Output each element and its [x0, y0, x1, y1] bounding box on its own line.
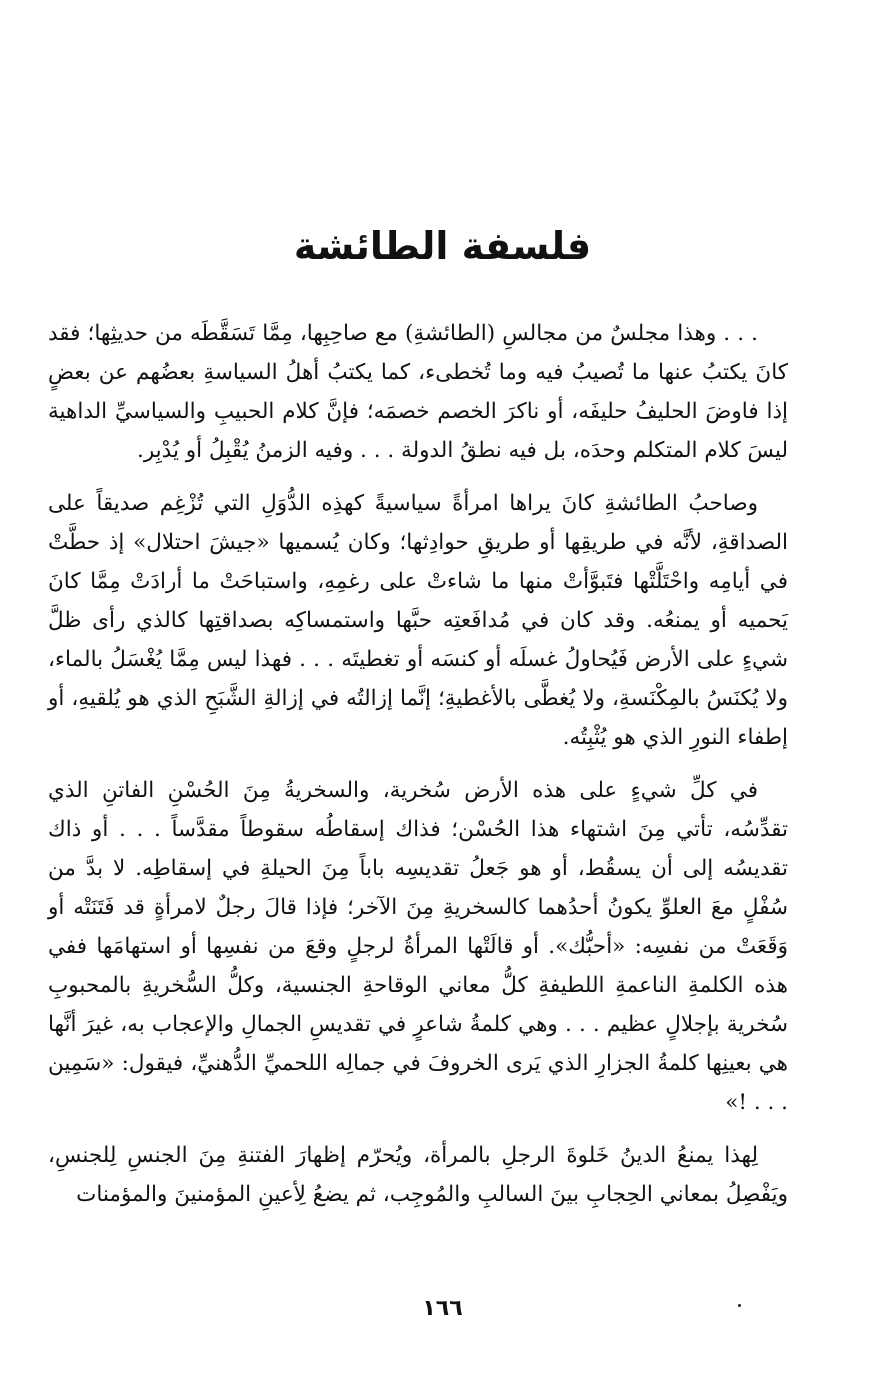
paragraph: لِهذا يمنعُ الدينُ خَلوةَ الرجلِ بالمرأة، ويُحرّم إظهارَ الفتنةِ مِنَ الجنسِ لِلجنسِ، ويَفْصِلُ بمعاني الحِجابِ بينَ السالبِ والمُوجِب، ثم يضعُ لِأعينِ المؤمنينَ والمؤمنات	[48, 1143, 788, 1207]
paragraph: وصاحبُ الطائشةِ كانَ يراها امرأةً سياسيةً كهذِه الدُّوَلِ التي تُزْغِم صديقاً على الصداقةِ، لأنَّه في طريقِها أو طريقِ حوادِثها؛ وكان يُسميها «جيشَ احتلال» إذ حطَّتْ في أيامِه واحْتَلَّتْها فتَبوَّأتْ منها ما شاءتْ على رغمِهِ، واستباحَتْ ما أرادَتْ مِمَّا كانَ يَحميه أو يمنعُه. وقد كان في مُدافَعتِه حبَّها واستمساكِه بصداقتِها كالذي رأى ظلَّ شيءٍ على الأرض فَيُحاولُ غسلَه أو كنسَه أو تغطيتَه . . . فهذا ليس مِمَّا يُغْسَلُ بالماء، ولا يُكنَسُ بالمِكْنَسةِ، ولا يُغطَّى بالأغطيةِ؛ إنَّما إزالتُه في إزالةِ الشَّبَحِ الذي هو يُلقيهِ، أو إطفاء النورِ الذي هو يُثْبِتُه.	[48, 491, 788, 750]
page-number: ١٦٦	[422, 1296, 463, 1321]
chapter-title: فلسفة الطائشة	[293, 224, 592, 268]
body-text	[48, 314, 788, 1228]
paragraph: . . . وهذا مجلسٌ من مجالسِ (الطائشةِ) مع صاحِبِها، مِمَّا تَسَقَّطَه من حديثِها؛ فقد كانَ يكتبُ عنها ما تُصيبُ فيه وما تُخطىء، كما يكتبُ أهلُ السياسةِ بعضُهم عن بعضٍ إذا فاوضَ الحليفُ حليفَه، أو ناكرَ الخصم خصمَه؛ فإنَّ كلام الحبيبِ والسياسيِّ الداهية ليسَ كلام المتكلم وحدَه، بل فيه نطقُ الدولة . . . وفيه الزمنُ يُقْبِلُ أو يُدْبِر.	[48, 321, 788, 463]
ink-speck	[738, 1304, 741, 1307]
paragraph: في كلِّ شيءٍ على هذه الأرض سُخرية، والسخريةُ مِنَ الحُسْنِ الفاتنِ الذي تقدِّسُه، تأتي مِنَ اشتهاء هذا الحُسْن؛ فذاك إسقاطُه سقوطاً مقدَّساً . . . أو ذاك تقديسُه إلى أن يسقُط، أو هو جَعلُ تقديسِه باباً مِنَ الحيلةِ في إسقاطِه. لا بدَّ من سُفْلٍ معَ العلوِّ يكونُ أحدُهما كالسخريةِ مِنَ الآخر؛ فإذا قالَ رجلٌ لامرأةٍ قد فَتَنَتْه أو وَقَعَتْ من نفسِه: «أحبُّك». أو قالَتْها المرأةُ لرجلٍ وقعَ من نفسِها أو استهامَها ففي هذه الكلمةِ الناعمةِ اللطيفةِ كلُّ معاني الوقاحةِ الجنسية، وكلُّ السُّخريةِ بالمحبوبِ سُخرية بإجلالٍ عظيم . . . وهي كلمةُ شاعرٍ في تقديسِ الجمالِ والإعجاب به، غيرَ أنَّها هي بعينِها كلمةُ الجزارِ الذي يَرى الخروفَ في جمالِه اللحميِّ الدُّهنيِّ، فيقول: «سَمِين . . . !»	[48, 778, 788, 1115]
